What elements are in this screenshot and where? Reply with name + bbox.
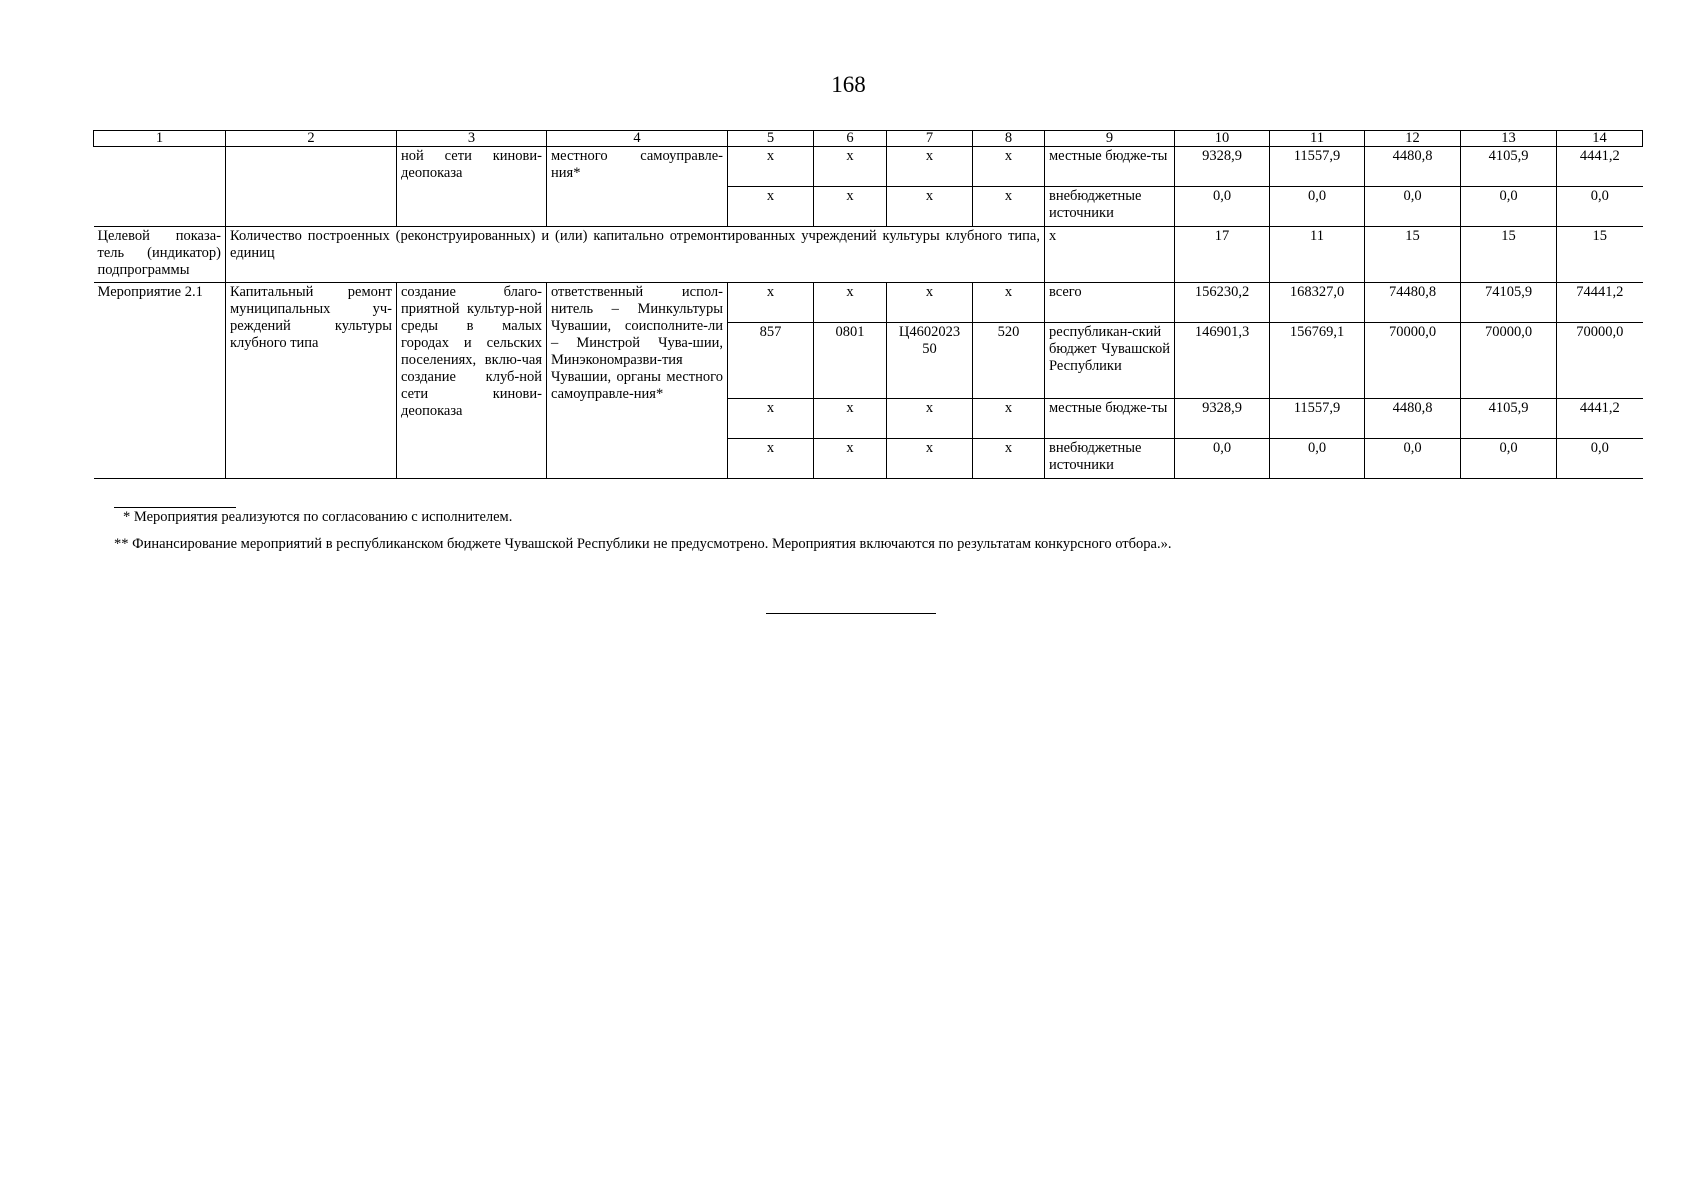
cell-value: 70000,0 xyxy=(1557,323,1643,399)
cell-value: 168327,0 xyxy=(1270,283,1365,323)
cell-value: 11557,9 xyxy=(1270,147,1365,187)
cell-code: x xyxy=(973,283,1045,323)
cell-empty xyxy=(226,147,397,227)
cell-value: 4480,8 xyxy=(1365,399,1461,439)
measure-executor: ответственный испол-нитель – Минкультуры Чувашии, соисполните-ли – Минстрой Чува-шии, Минэкономразви-тия Чувашии, органы местного самоуправле-ния* xyxy=(547,283,728,479)
cell-value: 15 xyxy=(1365,227,1461,283)
footnote-divider xyxy=(114,507,236,508)
cell-value: 0,0 xyxy=(1270,187,1365,227)
cell-value: 0,0 xyxy=(1461,439,1557,479)
cell-goal: ной сети кинови-деопоказа xyxy=(397,147,547,227)
cell-executor: местного самоуправле-ния* xyxy=(547,147,728,227)
cell-value: 156230,2 xyxy=(1175,283,1270,323)
column-number-row xyxy=(94,131,1643,147)
cell-value: 0,0 xyxy=(1175,187,1270,227)
cell-value: 0,0 xyxy=(1175,439,1270,479)
cell-source: внебюджетные источники xyxy=(1045,187,1175,227)
column-number: 10 xyxy=(1175,131,1270,147)
cell-value: 156769,1 xyxy=(1270,323,1365,399)
table-row xyxy=(94,147,1643,187)
column-number: 4 xyxy=(547,131,728,147)
cell-source: x xyxy=(1045,227,1175,283)
cell-value: 11 xyxy=(1270,227,1365,283)
column-number: 6 xyxy=(814,131,887,147)
cell-code: x xyxy=(728,283,814,323)
column-number: 2 xyxy=(226,131,397,147)
cell-code: 857 xyxy=(728,323,814,399)
column-number: 9 xyxy=(1045,131,1175,147)
program-table xyxy=(93,130,1643,479)
cell-code: Ц4602023 50 xyxy=(887,323,973,399)
cell-code: x xyxy=(728,147,814,187)
page-number: 168 xyxy=(831,72,866,97)
cell-value: 4105,9 xyxy=(1461,399,1557,439)
cell-value: 15 xyxy=(1557,227,1643,283)
cell-code: x xyxy=(973,147,1045,187)
measure-goal: создание благо-приятной культур-ной среды в малых городах и сельских поселениях, вклю-чая создание клуб-ной сети кинови-деопоказа xyxy=(397,283,547,479)
cell-source: внебюджетные источники xyxy=(1045,439,1175,479)
end-divider xyxy=(766,613,936,614)
cell-code: x xyxy=(973,399,1045,439)
cell-value: 15 xyxy=(1461,227,1557,283)
cell-value: 70000,0 xyxy=(1461,323,1557,399)
cell-code: x xyxy=(887,283,973,323)
cell-source: республикан-ский бюджет Чувашской Республики xyxy=(1045,323,1175,399)
cell-value: 9328,9 xyxy=(1175,399,1270,439)
cell-code: x xyxy=(814,187,887,227)
footnote-2: ** Финансирование мероприятий в республиканском бюджете Чувашской Республики не предусмотрено. Мероприятия включаются по результатам конкурсного отбора.». xyxy=(114,536,1172,552)
cell-value: 0,0 xyxy=(1461,187,1557,227)
column-number: 8 xyxy=(973,131,1045,147)
column-number: 1 xyxy=(94,131,226,147)
cell-code: x xyxy=(728,399,814,439)
table-row xyxy=(94,283,1643,323)
cell-value: 0,0 xyxy=(1365,187,1461,227)
cell-value: 74441,2 xyxy=(1557,283,1643,323)
cell-empty xyxy=(94,147,226,227)
cell-source: всего xyxy=(1045,283,1175,323)
target-text: Количество построенных (реконструированных) и (или) капитально отремонтированных учреждений культуры клубного типа, единиц xyxy=(226,227,1045,283)
cell-code: x xyxy=(973,439,1045,479)
cell-code: x xyxy=(728,439,814,479)
column-number: 3 xyxy=(397,131,547,147)
cell-source: местные бюдже-ты xyxy=(1045,399,1175,439)
cell-code: x xyxy=(887,147,973,187)
measure-name: Капитальный ремонт муниципальных уч-реждений культуры клубного типа xyxy=(226,283,397,479)
cell-code: x xyxy=(814,147,887,187)
cell-value: 0,0 xyxy=(1270,439,1365,479)
cell-value: 0,0 xyxy=(1557,439,1643,479)
cell-value: 74480,8 xyxy=(1365,283,1461,323)
cell-code: 520 xyxy=(973,323,1045,399)
cell-value: 11557,9 xyxy=(1270,399,1365,439)
column-number: 12 xyxy=(1365,131,1461,147)
cell-code: x xyxy=(887,399,973,439)
measure-label: Мероприятие 2.1 xyxy=(94,283,226,479)
column-number: 14 xyxy=(1557,131,1643,147)
cell-value: 74105,9 xyxy=(1461,283,1557,323)
cell-value: 4105,9 xyxy=(1461,147,1557,187)
column-number: 7 xyxy=(887,131,973,147)
column-number: 13 xyxy=(1461,131,1557,147)
cell-value: 70000,0 xyxy=(1365,323,1461,399)
target-label: Целевой показа-тель (индикатор) подпрограммы xyxy=(94,227,226,283)
cell-code: x xyxy=(814,283,887,323)
cell-code: x xyxy=(887,187,973,227)
cell-value: 0,0 xyxy=(1365,439,1461,479)
cell-code: x xyxy=(728,187,814,227)
cell-code: x xyxy=(814,439,887,479)
footnote-1: * Мероприятия реализуются по согласованию с исполнителем. xyxy=(123,509,513,525)
cell-value: 9328,9 xyxy=(1175,147,1270,187)
cell-value: 4441,2 xyxy=(1557,399,1643,439)
cell-source: местные бюдже-ты xyxy=(1045,147,1175,187)
cell-value: 4480,8 xyxy=(1365,147,1461,187)
cell-value: 0,0 xyxy=(1557,187,1643,227)
cell-code: x xyxy=(814,399,887,439)
cell-code: x xyxy=(973,187,1045,227)
cell-value: 17 xyxy=(1175,227,1270,283)
cell-code: x xyxy=(887,439,973,479)
column-number: 11 xyxy=(1270,131,1365,147)
column-number: 5 xyxy=(728,131,814,147)
cell-value: 4441,2 xyxy=(1557,147,1643,187)
cell-value: 146901,3 xyxy=(1175,323,1270,399)
target-indicator-row xyxy=(94,227,1643,283)
cell-code: 0801 xyxy=(814,323,887,399)
